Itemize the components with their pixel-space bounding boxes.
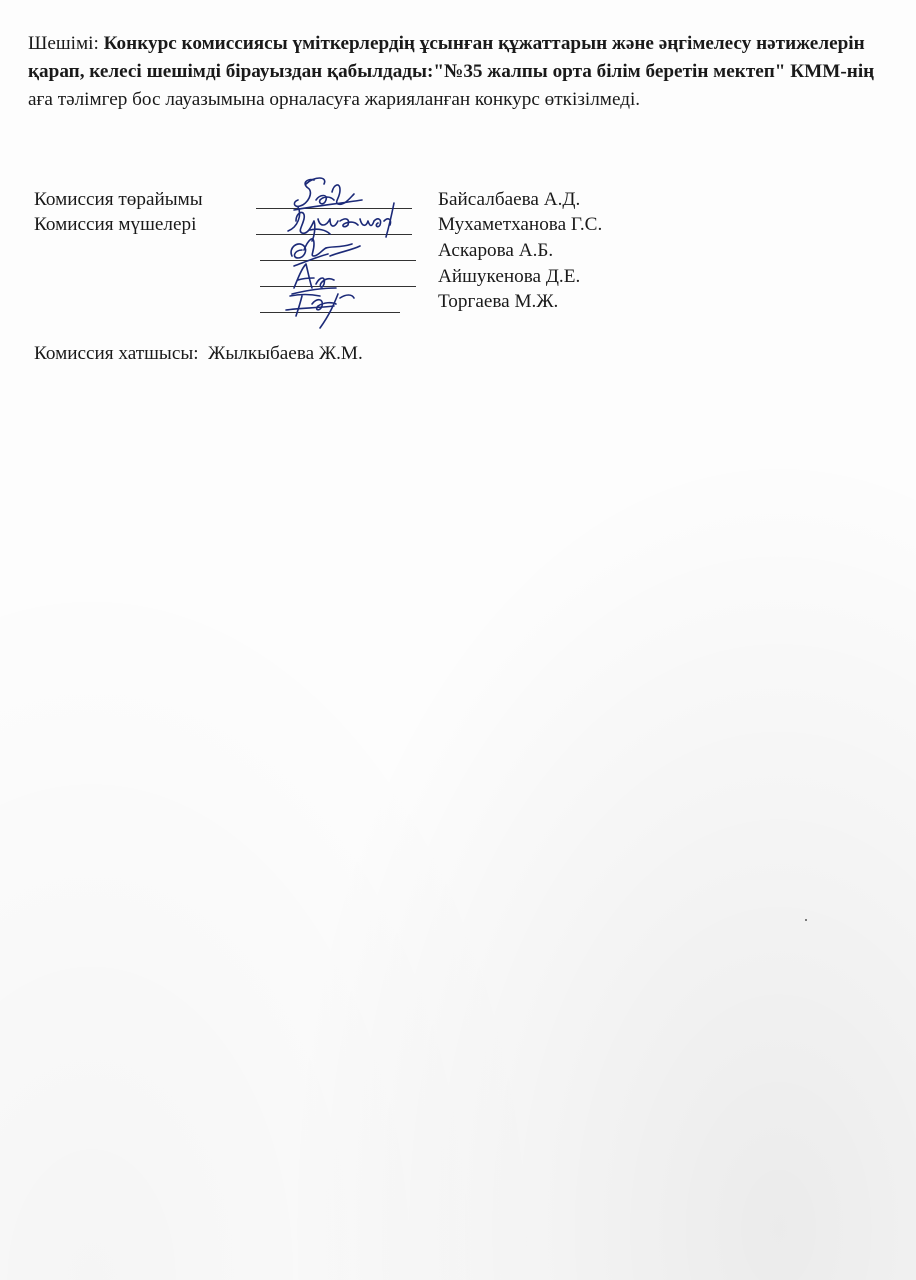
signatory-name: Мухаметханова Г.С. xyxy=(438,214,603,235)
signatory-name: Байсалбаева А.Д. xyxy=(438,189,581,210)
decision-paragraph xyxy=(28,30,888,114)
secretary-label: Комиссия хатшысы: xyxy=(34,343,199,364)
members-label: Комиссия мүшелері xyxy=(34,214,197,235)
signatory-name: Айшукенова Д.Е. xyxy=(438,266,581,287)
decision-bold-text: Конкурс комиссиясы үміткерлердің ұсынған құжаттарын және әңгімелесу нәтижелерін қарап, келесі шешімді бірауыздан қабылдады:"№35 жалпы орта білім беретін мектеп" КММ-нің xyxy=(28,33,875,82)
signatory-name: Аскарова А.Б. xyxy=(438,240,554,261)
decision-text: аға тәлімгер бос лауазымына орналасуға жарияланған конкурс өткізілмеді. xyxy=(28,89,641,110)
paper-speck xyxy=(805,919,807,921)
secretary-line xyxy=(34,343,363,365)
decision-label: Шешімі: xyxy=(28,33,104,54)
signatory-name: Торгаева М.Ж. xyxy=(438,291,559,312)
secretary-name: Жылкыбаева Ж.М. xyxy=(208,343,363,364)
handwritten-signature xyxy=(280,284,380,332)
chair-label: Комиссия төрайымы xyxy=(34,189,203,210)
